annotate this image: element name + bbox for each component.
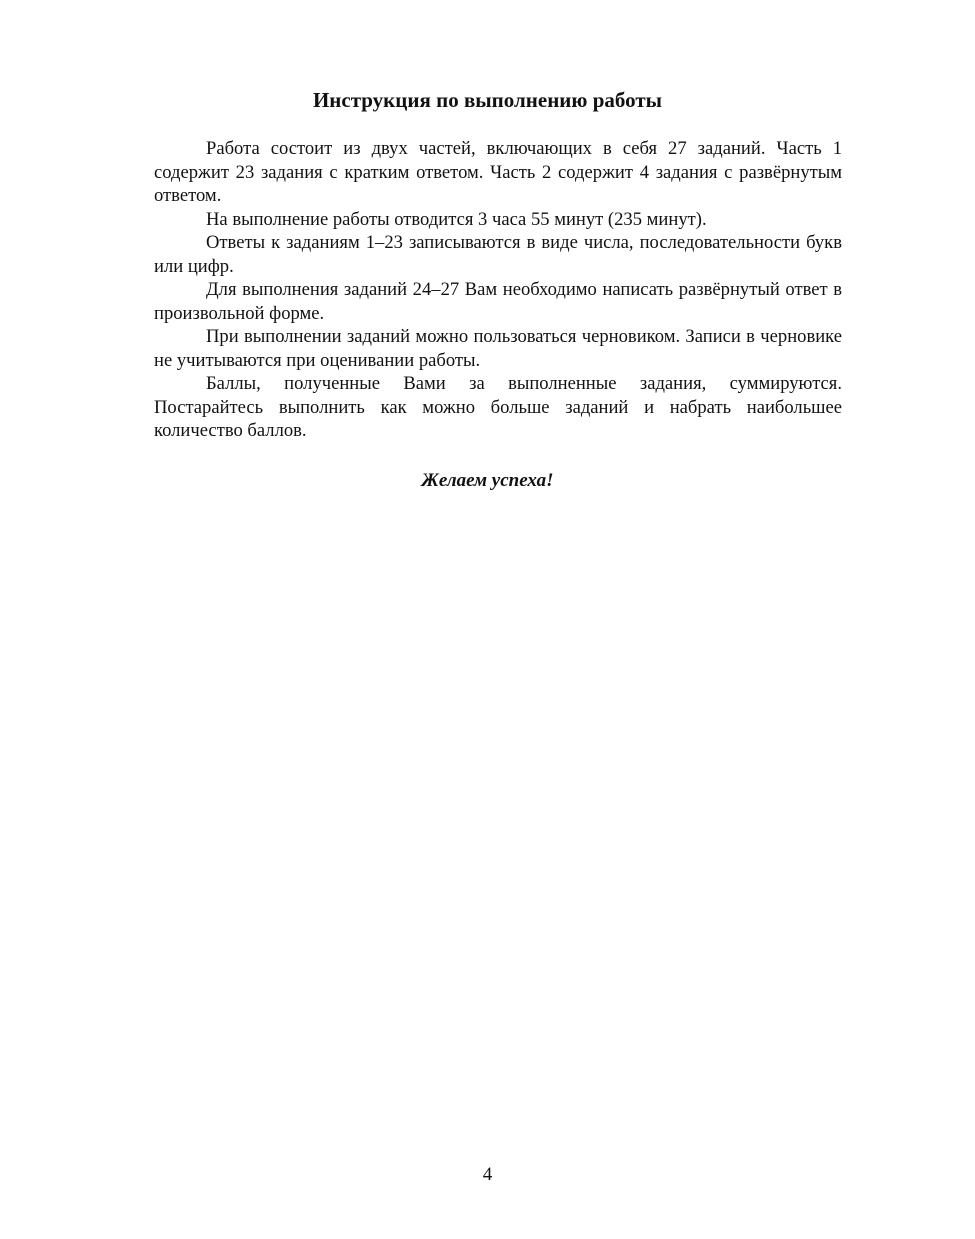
paragraph-scoring: Баллы, полученные Вами за выполненные задания, суммируются. Постарайтесь выполнить как можно больше заданий и набрать наибольшее количество баллов. xyxy=(154,373,842,441)
closing-wish: Желаем успеха! xyxy=(421,470,554,491)
instructions-body xyxy=(154,137,842,443)
page-number: 4 xyxy=(482,1164,493,1185)
paragraph-draft: При выполнении заданий можно пользоваться черновиком. Записи в черновике не учитываются при оценивании работы. xyxy=(154,326,842,371)
page-title: Инструкция по выполнению работы xyxy=(312,88,663,112)
paragraph-structure: Работа состоит из двух частей, включающих в себя 27 заданий. Часть 1 содержит 23 задания с кратким ответом. Часть 2 содержит 4 задания с развёрнутым ответом. xyxy=(154,138,842,206)
paragraph-answers-format: Ответы к заданиям 1–23 записываются в виде числа, последовательности букв или цифр. xyxy=(154,232,842,277)
paragraph-time: На выполнение работы отводится 3 часа 55 минут (235 минут). xyxy=(206,208,707,230)
paragraph-extended-answers: Для выполнения заданий 24–27 Вам необходимо написать развёрнутый ответ в произвольной форме. xyxy=(154,279,842,324)
